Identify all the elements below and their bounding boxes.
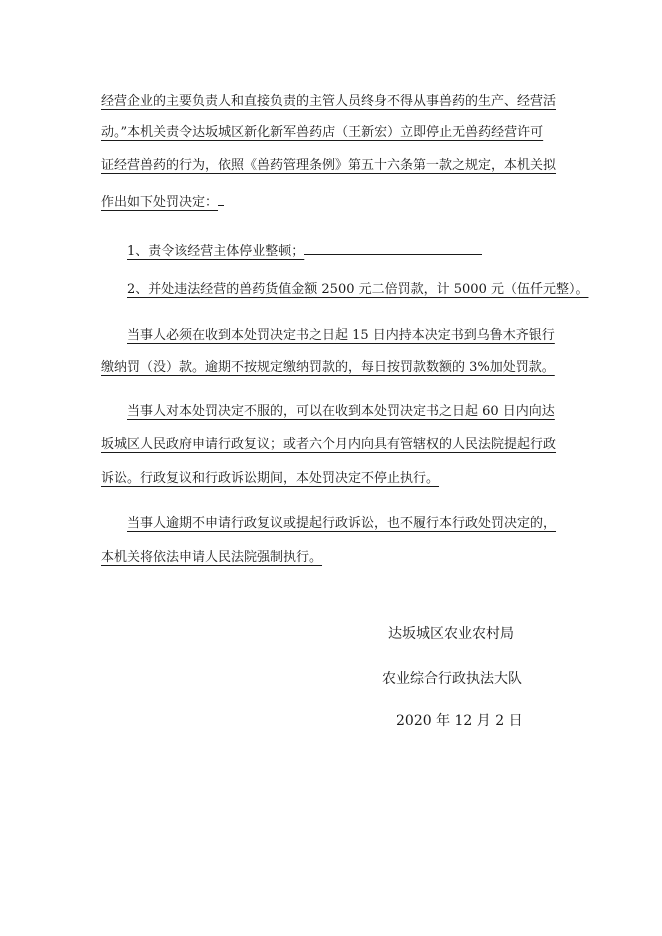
decision-item-2: 2、并处违法经营的兽药货值金额 2500 元二倍罚款，计 5000 元（伍仟元整）。 — [127, 282, 589, 297]
body-line: 作出如下处罚决定： — [101, 191, 224, 211]
body-line: 诉讼。行政复议和行政诉讼期间，本处罚决定不停止执行。 — [101, 471, 440, 486]
body-line: 证经营兽药的行为，依照《兽药管理条例》第五十六条第一款之规定，本机关拟 — [101, 158, 557, 173]
underline-extension — [304, 240, 482, 255]
body-line: 动。”本机关责令达坂城区新化新军兽药店（王新宏）立即停止无兽药经营许可 — [101, 125, 544, 140]
underline-extension — [218, 191, 224, 206]
body-line: 当事人必须在收到本处罚决定书之日起 15 日内持本决定书到乌鲁木齐银行 — [127, 328, 555, 343]
issuing-authority: 达坂城区农业农村局 — [388, 626, 514, 642]
body-line: 当事人逾期不申请行政复议或提起行政诉讼，也不履行本行政处罚决定的， — [127, 516, 557, 531]
body-line: 本机关将依法申请人民法院强制执行。 — [101, 550, 323, 565]
body-line: 当事人对本处罚决定不服的，可以在收到本处罚决定书之日起 60 日内向达 — [127, 404, 555, 419]
body-line: 坂城区人民政府申请行政复议；或者六个月内向具有管辖权的人民法院提起行政 — [101, 437, 557, 452]
issue-date: 2020 年 12 月 2 日 — [396, 713, 523, 729]
body-line: 经营企业的主要负责人和直接负责的主管人员终身不得从事兽药的生产、经营活 — [101, 94, 557, 109]
decision-item-1: 1、责令该经营主体停业整顿； — [127, 240, 482, 260]
body-line: 缴纳罚（没）款。逾期不按规定缴纳罚款的，每日按罚款数额的 3%加处罚款。 — [101, 360, 555, 375]
enforcement-unit: 农业综合行政执法大队 — [382, 671, 522, 687]
